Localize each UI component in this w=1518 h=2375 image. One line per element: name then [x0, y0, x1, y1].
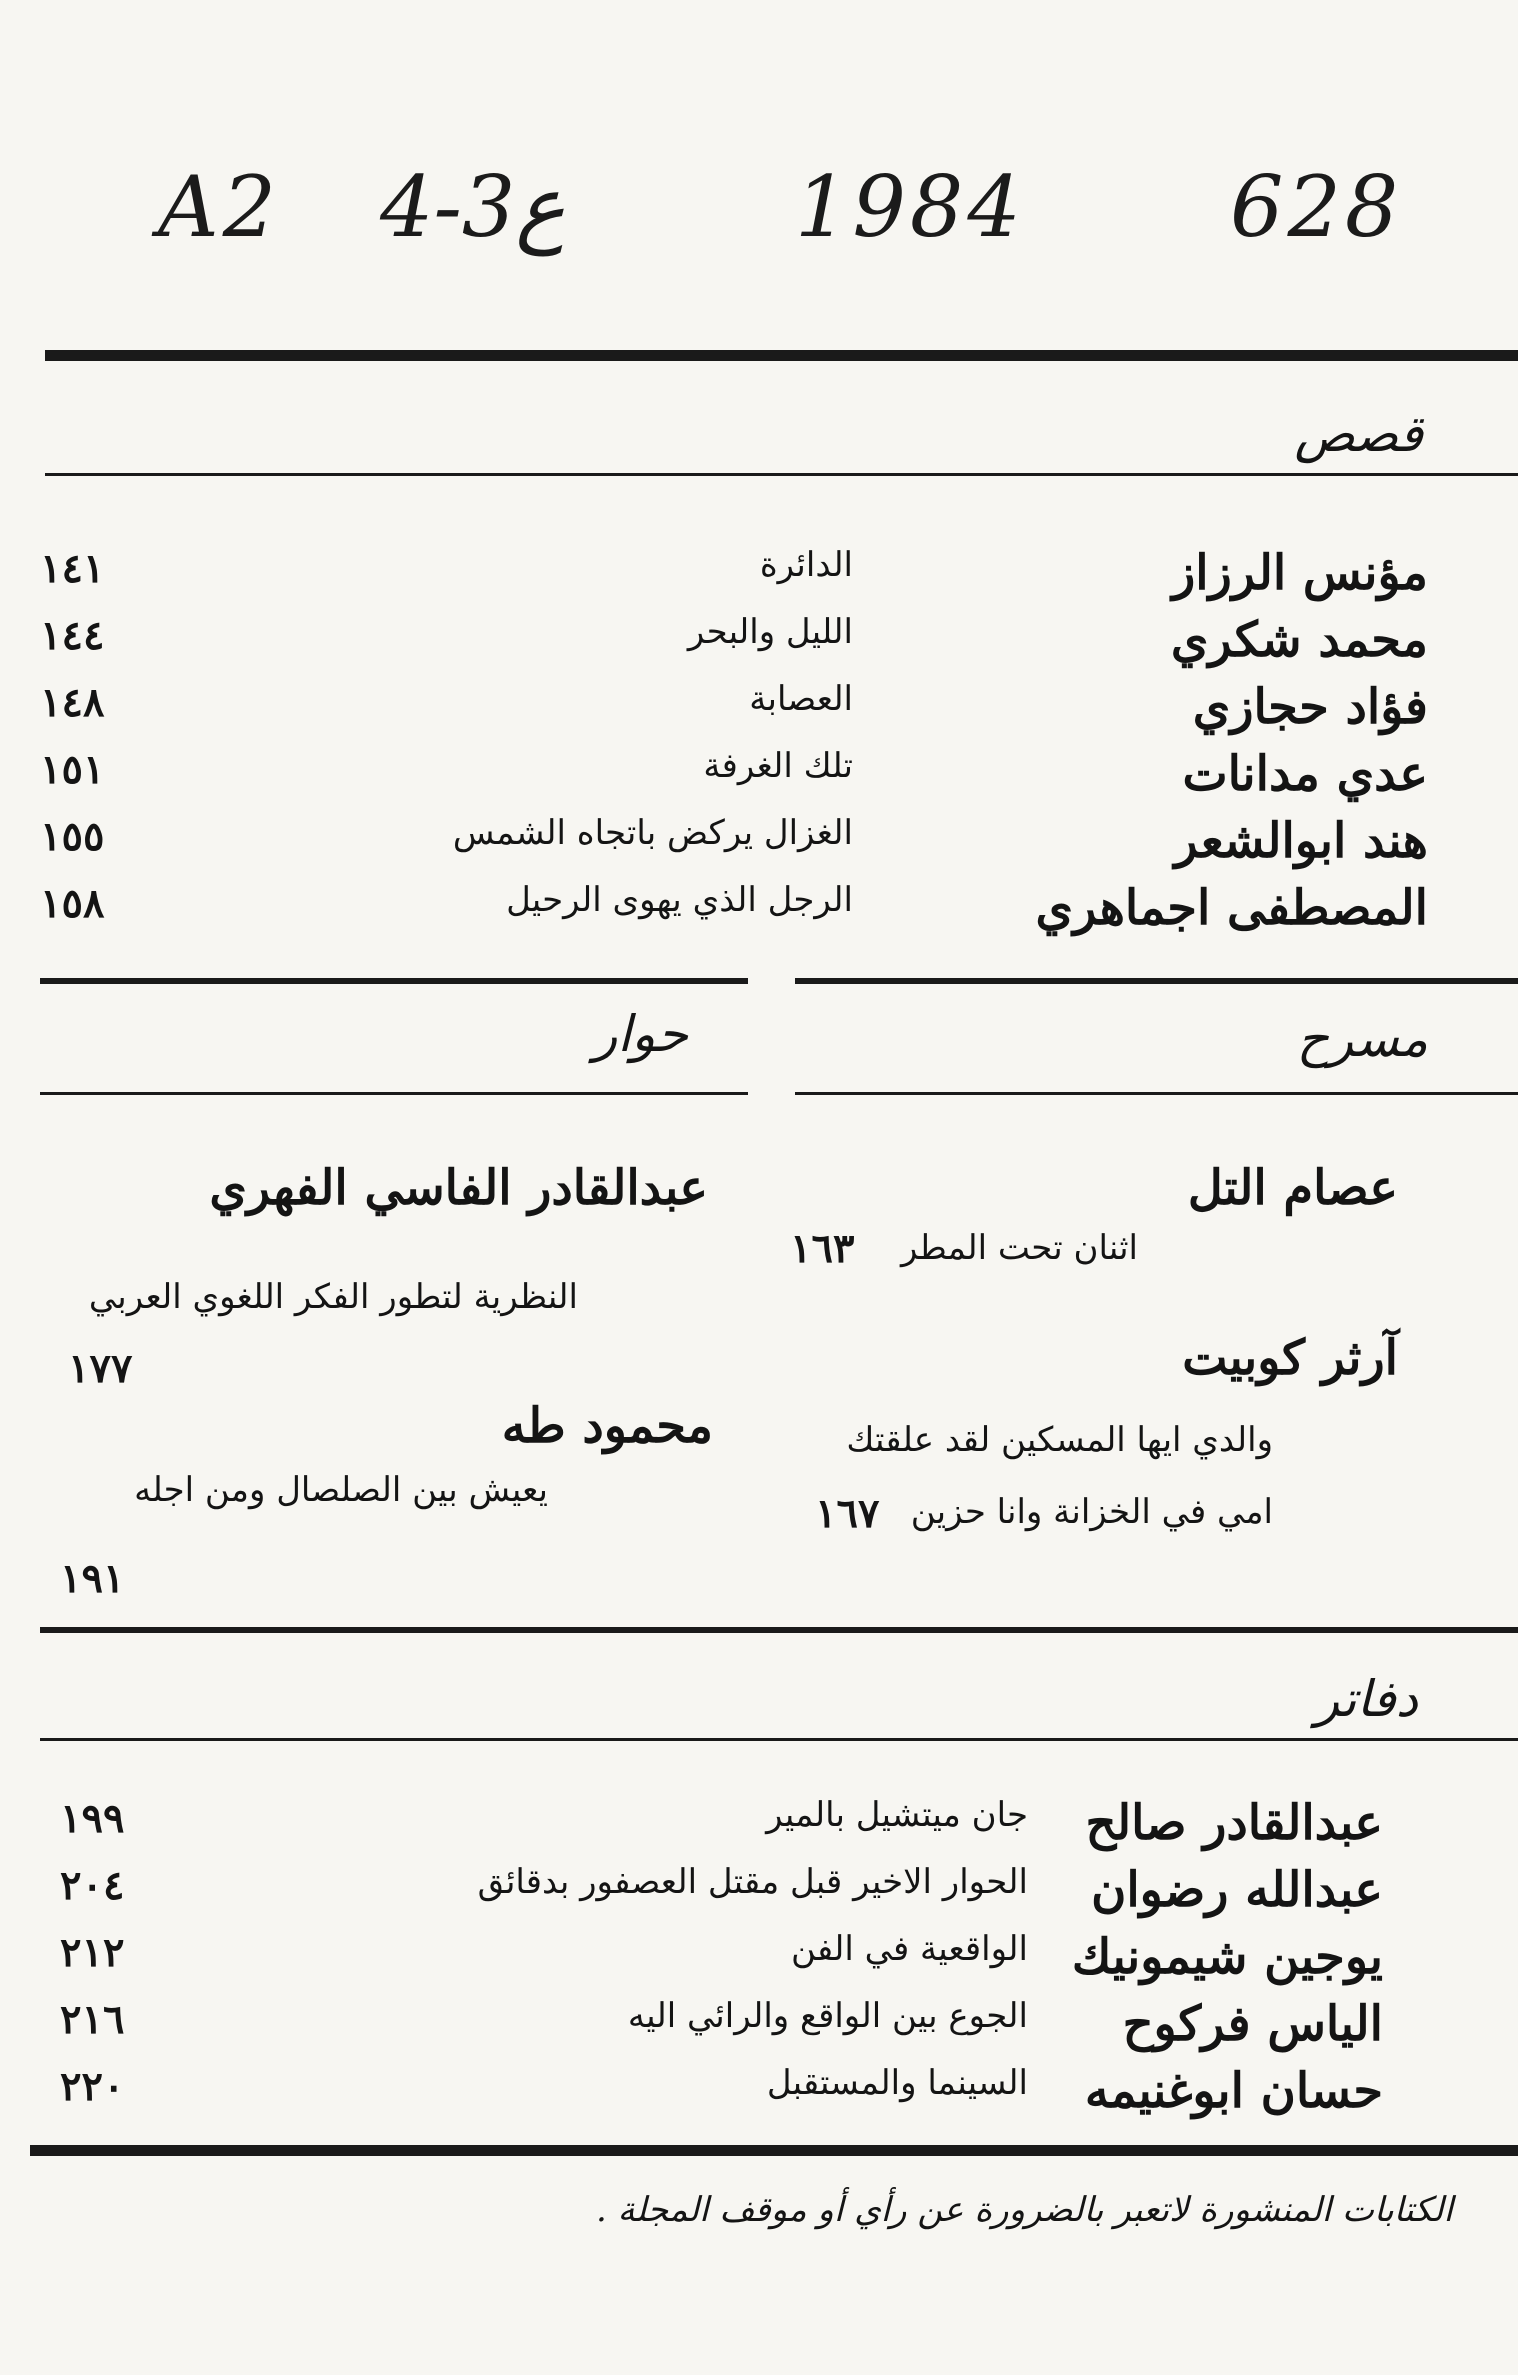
notebook-author: الياس فركوح [1122, 1996, 1383, 2052]
stories-heading: قصص [1294, 405, 1423, 463]
story-title: الرجل الذي يهوى الرحيل [506, 880, 853, 920]
dialogue-heading: حوار [593, 1005, 688, 1063]
notebook-title: جان ميتشيل بالمير [766, 1795, 1028, 1835]
theatre-title: اثنان تحت المطر [900, 1228, 1138, 1268]
story-title: العصابة [749, 679, 853, 719]
theatre-title: والدي ايها المسكين لقد علقتك [846, 1420, 1273, 1460]
theatre-heading-rule [795, 1092, 1518, 1095]
notebook-page: ٢٢٠ [60, 2063, 125, 2110]
story-page: ١٥٨ [40, 880, 105, 927]
notebook-row [40, 2063, 1383, 2127]
dialogue-author: محمود طه [501, 1398, 713, 1454]
stories-heading-rule [45, 473, 1518, 476]
story-row [40, 880, 1428, 944]
story-title: تلك الغرفة [703, 746, 853, 786]
notebook-page: ٢١٢ [60, 1929, 125, 1976]
notebook-author: عبدالله رضوان [1091, 1862, 1383, 1918]
notebook-page: ٢١٦ [60, 1996, 125, 2043]
story-title: الليل والبحر [687, 612, 853, 652]
story-page: ١٥٥ [40, 813, 105, 860]
story-author: عدي مدانات [1182, 746, 1428, 802]
notebook-row [40, 1795, 1383, 1859]
story-row [40, 612, 1428, 676]
theatre-page: ١٦٣ [790, 1225, 855, 1272]
handwritten-number: 628 [1230, 158, 1403, 256]
top-rule [45, 350, 1518, 361]
story-title: الغزال يركض باتجاه الشمس [452, 813, 853, 853]
footer-note: الكتابات المنشورة لاتعبر بالضرورة عن رأي أو موقف المجلة . [596, 2190, 1453, 2230]
story-page: ١٥١ [40, 746, 105, 793]
story-row [40, 679, 1428, 743]
notebook-page: ٢٠٤ [60, 1862, 125, 1909]
dialogue-top-rule [40, 978, 748, 984]
story-row [40, 813, 1428, 877]
theatre-page: ١٦٧ [815, 1490, 880, 1537]
story-author: المصطفى اجماهري [1035, 880, 1428, 936]
dialogue-page: ١٧٧ [68, 1345, 133, 1392]
dialogue-heading-rule [40, 1092, 748, 1095]
notebooks-heading: دفاتر [1315, 1670, 1418, 1728]
notebook-page: ١٩٩ [60, 1795, 125, 1842]
story-row [40, 545, 1428, 609]
dialogue-page: ١٩١ [60, 1555, 125, 1602]
story-author: هند ابوالشعر [1174, 813, 1428, 869]
notebooks-heading-rule [40, 1738, 1518, 1741]
handwritten-code: A2 [158, 158, 281, 256]
dialogue-title: يعيش بين الصلصال ومن اجله [134, 1470, 548, 1510]
story-title: الدائرة [759, 545, 853, 585]
theatre-top-rule [795, 978, 1518, 984]
theatre-author: آرثر كوبيت [1182, 1330, 1398, 1386]
handwritten-year: 1984 [795, 158, 1025, 256]
dialogue-title: النظرية لتطور الفكر اللغوي العربي [88, 1277, 578, 1317]
story-page: ١٤٨ [40, 679, 105, 726]
story-page: ١٤١ [40, 545, 105, 592]
story-author: فؤاد حجازي [1192, 679, 1428, 735]
notebook-row [40, 1996, 1383, 2060]
notebook-author: يوجين شيمونيك [1071, 1929, 1383, 1985]
notebook-row [40, 1862, 1383, 1926]
dialogue-author: عبدالقادر الفاسي الفهري [209, 1160, 708, 1216]
notebook-title: الجوع بين الواقع والرائي اليه [627, 1996, 1028, 2036]
story-row [40, 746, 1428, 810]
theatre-author: عصام التل [1187, 1160, 1398, 1216]
handwritten-issue: 4-3ع [380, 158, 566, 256]
notebook-title: السينما والمستقبل [766, 2063, 1028, 2103]
notebooks-top-rule [40, 1627, 1518, 1633]
notebook-title: الحوار الاخير قبل مقتل العصفور بدقائق [477, 1862, 1028, 1902]
notebook-title: الواقعية في الفن [790, 1929, 1028, 1969]
theatre-title: امي في الخزانة وانا حزين [910, 1492, 1273, 1532]
bottom-rule [30, 2145, 1518, 2156]
story-page: ١٤٤ [40, 612, 105, 659]
notebook-author: عبدالقادر صالح [1085, 1795, 1383, 1851]
theatre-heading: مسرح [1296, 1010, 1428, 1068]
notebook-author: حسان ابوغنيمه [1084, 2063, 1383, 2119]
story-author: مؤنس الرزاز [1172, 545, 1428, 601]
notebook-row [40, 1929, 1383, 1993]
story-author: محمد شكري [1170, 612, 1428, 668]
